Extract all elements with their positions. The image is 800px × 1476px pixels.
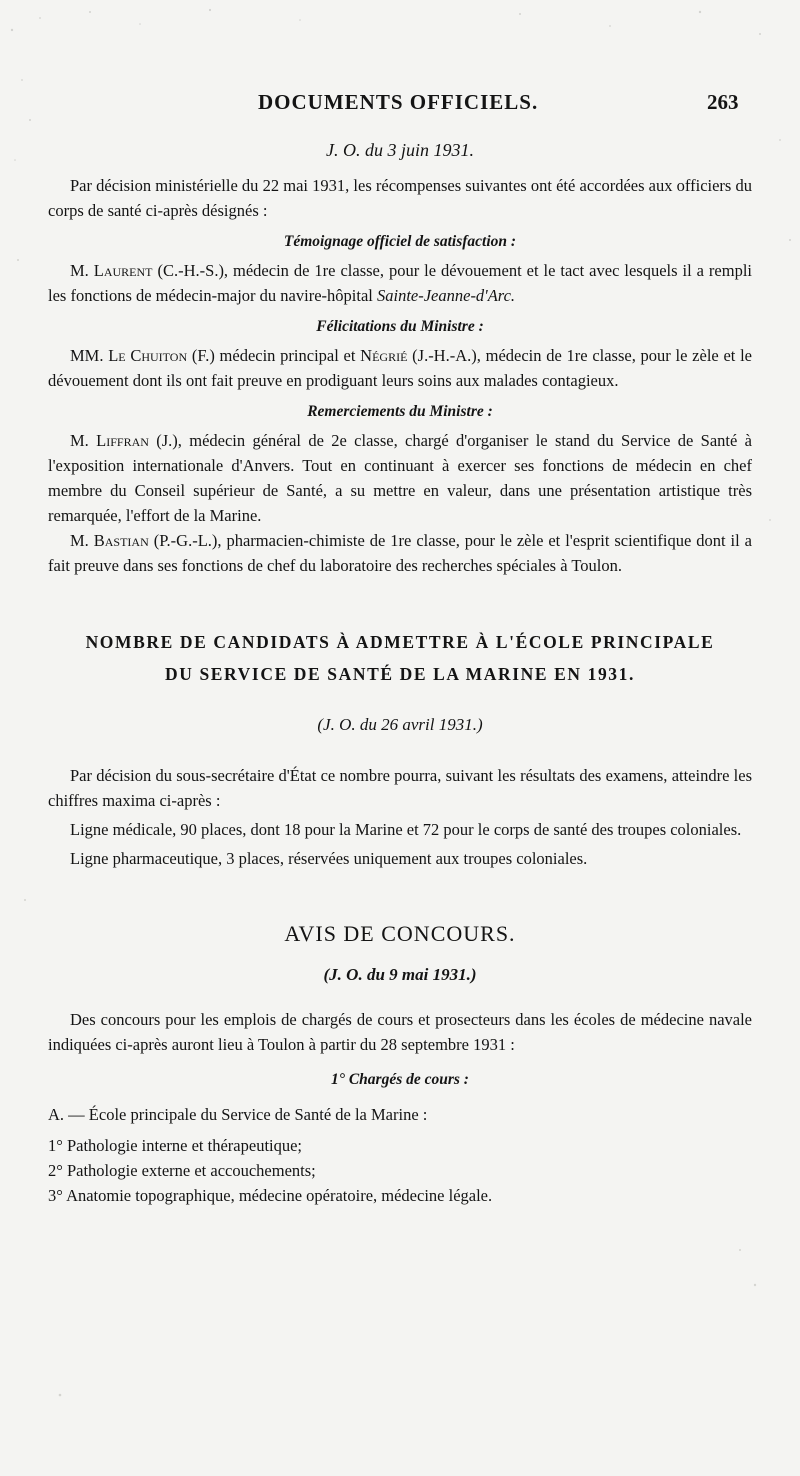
course-item: 2° Pathologie externe et accouchements; bbox=[48, 1161, 316, 1180]
felicitations-paragraph: MM. Le Chuiton (F.) médecin principal et Négrié (J.-H.-A.), médecin de 1re classe, pour le zèle et le dévouement dont ils ont fait preuve en prodiguant leurs soins aux malades contagieux. bbox=[48, 346, 752, 390]
section-source: (J. O. du 26 avril 1931.) bbox=[317, 715, 483, 734]
person-name: Négrié bbox=[360, 346, 408, 365]
person-name: Bastian bbox=[93, 531, 149, 550]
intro-paragraph: Par décision ministérielle du 22 mai 1931, les récompenses suivantes ont été accordées aux officiers du corps de santé ci-après désignés : bbox=[48, 176, 752, 220]
charges-heading: 1° Chargés de cours : bbox=[331, 1071, 469, 1088]
section-title-line-2: DU SERVICE DE SANTÉ DE LA MARINE EN 1931. bbox=[165, 664, 635, 684]
ligne-medicale: Ligne médicale, 90 places, dont 18 pour la Marine et 72 pour le corps de santé des troupes coloniales. bbox=[70, 820, 742, 839]
felicitations-heading: Félicitations du Ministre : bbox=[316, 318, 484, 335]
remerciements-heading: Remerciements du Ministre : bbox=[307, 403, 493, 420]
section-title-line-1: NOMBRE DE CANDIDATS À ADMETTRE À L'ÉCOLE PRINCIPALE bbox=[85, 632, 715, 652]
school-line: A. — École principale du Service de Santé de la Marine : bbox=[48, 1105, 428, 1124]
temoignage-heading: Témoignage officiel de satisfaction : bbox=[283, 233, 517, 250]
remerciements-paragraph-1: M. Liffran (J.), médecin général de 2e classe, chargé d'organiser le stand du Service de Santé à l'exposition internationale d'Anvers. Tout en continuant à exercer ses fonctions de médecin en chef membre du Conseil supérieur de Santé, a su mettre en valeur, dans une présentation artistique très remarquée, l'effort de la Marine. bbox=[48, 431, 752, 525]
avis-source: (J. O. du 9 mai 1931.) bbox=[323, 965, 477, 984]
course-item: 3° Anatomie topographique, médecine opératoire, médecine légale. bbox=[48, 1186, 493, 1205]
course-item: 1° Pathologie interne et thérapeutique; bbox=[48, 1136, 303, 1155]
page-header bbox=[0, 90, 800, 120]
avis-title: AVIS DE CONCOURS. bbox=[284, 921, 516, 946]
ligne-pharmaceutique: Ligne pharmaceutique, 3 places, réservées uniquement aux troupes coloniales. bbox=[70, 849, 588, 868]
date-line: J. O. du 3 juin 1931. bbox=[326, 140, 474, 160]
ship-name: Sainte-Jeanne-d'Arc. bbox=[376, 286, 516, 305]
page-number: 263 bbox=[707, 90, 739, 114]
remerciements-paragraph-2: M. Bastian (P.-G.-L.), pharmacien-chimiste de 1re classe, pour le zèle et l'esprit scientifique dont il a fait preuve dans ses fonctions de chef du laboratoire des recherches spéciales à Toulon. bbox=[48, 531, 752, 575]
person-name: M. Laurent bbox=[70, 261, 153, 280]
person-name: Liffran bbox=[96, 431, 149, 450]
temoignage-paragraph: M. Laurent (C.-H.-S.), médecin de 1re classe, pour le dévouement et le tact avec lesquels il a rempli les fonctions de médecin-major du navire-hôpital Sainte-Jeanne-d'Arc. bbox=[48, 261, 752, 305]
page-body bbox=[48, 138, 752, 1208]
person-name: Le Chuiton bbox=[108, 346, 188, 365]
running-title: DOCUMENTS OFFICIELS. bbox=[258, 90, 539, 114]
candidats-intro: Par décision du sous-secrétaire d'État ce nombre pourra, suivant les résultats des examens, atteindre les chiffres maxima ci-après : bbox=[48, 766, 752, 810]
avis-intro: Des concours pour les emplois de chargés de cours et prosecteurs dans les écoles de médecine navale indiquées ci-après auront lieu à Toulon à partir du 28 septembre 1931 : bbox=[48, 1010, 752, 1054]
